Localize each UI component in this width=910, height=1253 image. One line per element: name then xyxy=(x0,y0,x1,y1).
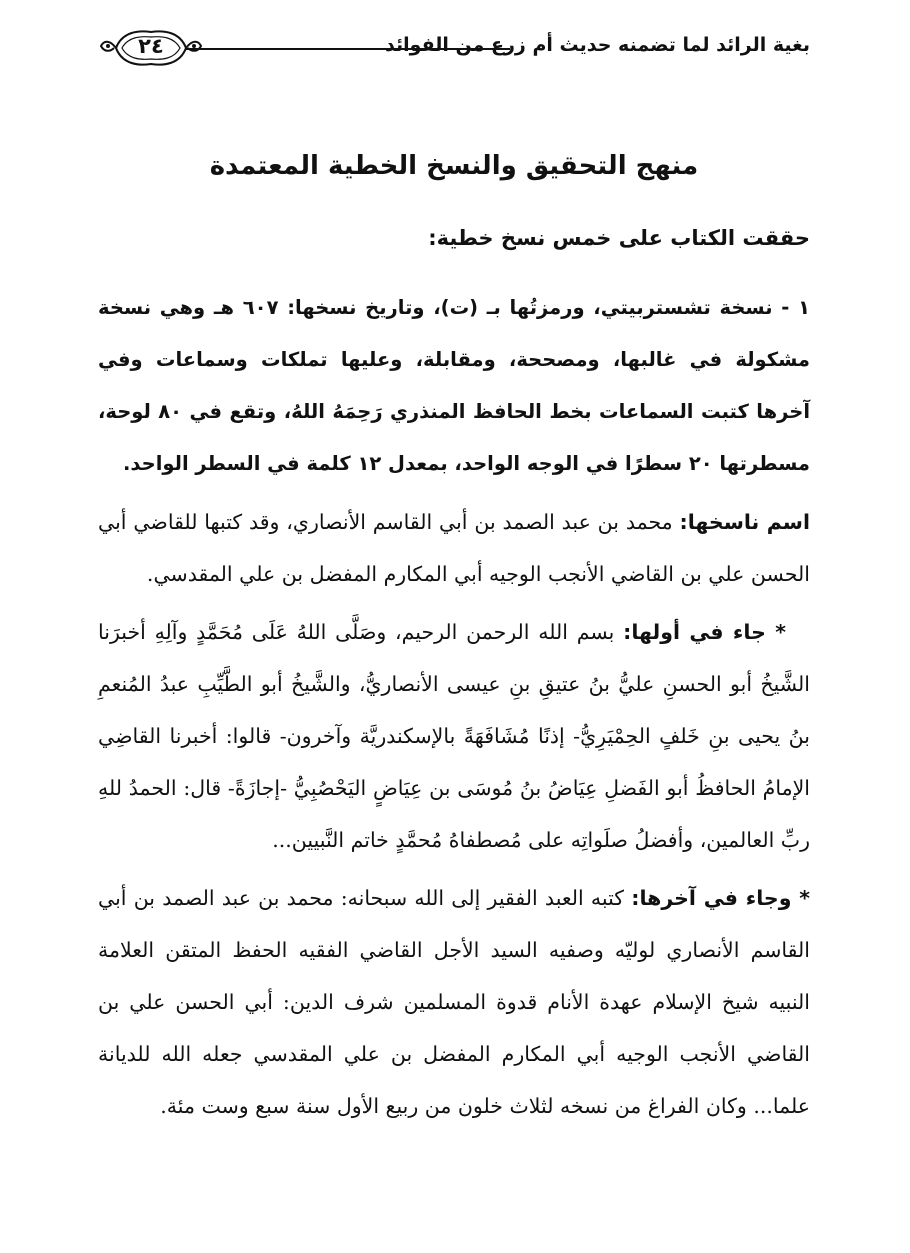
paragraph-copyist xyxy=(98,496,810,600)
opening-label: * جاء في أولها: xyxy=(623,620,786,644)
paragraph-opening xyxy=(98,606,810,866)
section-title: منهج التحقيق والنسخ الخطية المعتمدة xyxy=(209,151,699,182)
colophon-text: كتبه العبد الفقير إلى الله سبحانه: محمد بن عبد الصمد بن أبي القاسم الأنصاري لوليّه وصفيه السيد الأجل القاضي الفقيه الحفظ المتقن العلامة النبيه شيخ الإسلام عهدة الأنام قدوة المسلمين شرف الدين: أبي الحسن علي بن القاضي الأنجب الوجيه أبي المكارم المفضل بن علي المقدسي جعله الله للديانة علما... وكان الفراغ من نسخه لثلاث خلون من ربيع الأول سنة سبع وست مئة. xyxy=(98,886,810,1118)
page-number: ٢٤ xyxy=(138,34,164,58)
paragraph-manuscript-description: ١ - نسخة تشستربيتي، ورمزتُها بـ (ت)، وتاريخ نسخها: ٦٠٧ هـ وهي نسخة مشكولة في غالبها، ومصححة، ومقابلة، وعليها تملكات وسماعات وفي آخرها كتبت السماعات بخط الحافظ المنذري رَحِمَهُ اللهُ، وتقع في ٨٠ لوحة، مسطرتها ٢٠ سطرًا في الوجه الواحد، بمعدل ١٢ كلمة في السطر الواحد. xyxy=(98,296,810,475)
header-rule xyxy=(186,48,510,50)
running-title: بغية الرائد لما تضمنه حديث أم زرع من الفوائد xyxy=(385,34,810,56)
body-text xyxy=(98,282,810,1138)
colophon-label: * وجاء في آخرها: xyxy=(631,886,810,910)
copyist-text: محمد بن عبد الصمد بن أبي القاسم الأنصاري، وقد كتبها للقاضي أبي الحسن علي بن القاضي الأنجب الوجيه أبي المكارم المفضل بن علي المقدسي. xyxy=(98,510,810,586)
copyist-label: اسم ناسخها: xyxy=(679,510,810,534)
sub-heading: حققت الكتاب على خمس نسخ خطية: xyxy=(428,226,810,250)
opening-text: بسم الله الرحمن الرحيم، وصَلَّى اللهُ عَلَى مُحَمَّدٍ وآلِهِ أخبرَنا الشَّيخُ أبو الحسنِ عليُّ بنُ عتيقِ بنِ عيسى الأنصاريُّ، والشَّيخُ أبو الطَّيِّبِ عبدُ المُنعمِ بنُ يحيى بنِ خَلفٍ الحِمْيَرِيُّ- إذنًا مُشَافَهَةً بالإسكندريَّة وآخرون- قالوا: أخبرنا القاضِي الإمامُ الحافظُ أبو الفَضلِ عِيَاضُ بنُ مُوسَى بن عِيَاضٍ اليَحْصُبِيُّ -إجازَةً- قال: الحمدُ للهِ ربِّ العالمين، وأفضلُ صلَواتِه على مُصطفاهُ مُحمَّدٍ خاتم النَّبيين... xyxy=(98,620,810,852)
running-header xyxy=(98,26,810,70)
paragraph-colophon xyxy=(98,872,810,1132)
